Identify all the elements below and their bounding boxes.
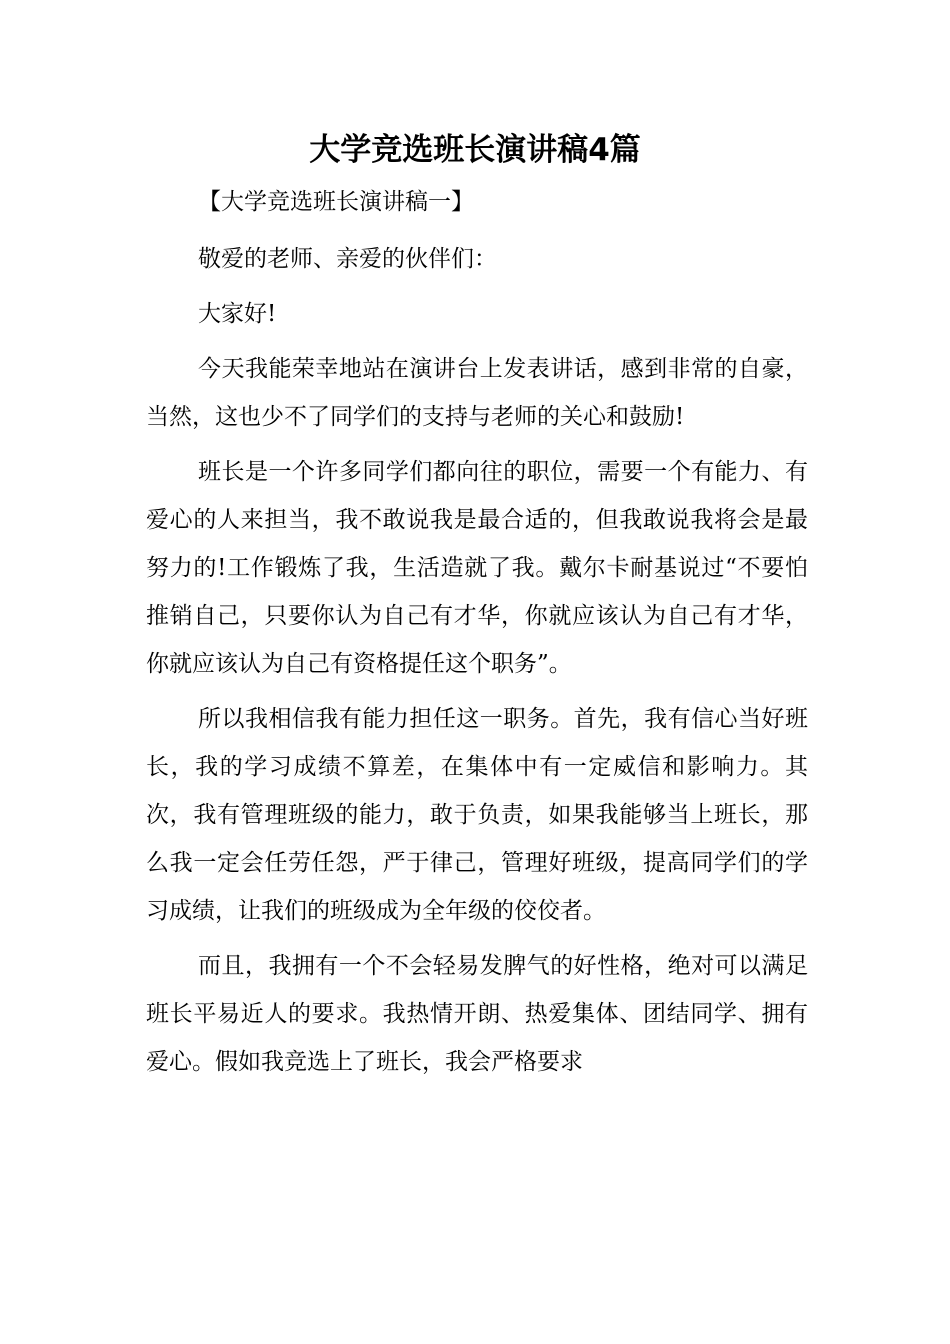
salutation-paragraph: 敬爱的老师、亲爱的伙伴们： xyxy=(198,246,497,272)
greeting-paragraph: 大家好! xyxy=(198,301,277,327)
document-body xyxy=(146,178,808,1093)
body-paragraph: 班长是一个许多同学们都向往的职位，需要一个有能力、有爱心的人来担当，我不敢说我是最合适的，但我敢说我将会是最努力的!工作锻炼了我，生活造就了我。戴尔卡耐基说过“不要怕推销自己，只要你认为自己有才华，你就应该认为自己有才华，你就应该认为自己有资格提任这个职务”。 xyxy=(146,459,808,677)
body-paragraph: 所以我相信我有能力担任这一职务。首先，我有信心当好班长，我的学习成绩不算差，在集体中有一定威信和影响力。其次，我有管理班级的能力，敢于负责，如果我能够当上班长，那么我一定会任劳任怨，严于律己，管理好班级，提高同学们的学习成绩，让我们的班级成为全年级的佼佼者。 xyxy=(146,706,808,924)
body-paragraph: 今天我能荣幸地站在演讲台上发表讲话，感到非常的自豪，当然，这也少不了同学们的支持与老师的关心和鼓励! xyxy=(146,356,808,430)
document-title: 大学竞选班长演讲稿4篇 xyxy=(309,132,641,168)
section-heading: 【大学竞选班长演讲稿一】 xyxy=(198,189,474,215)
body-paragraph: 而且，我拥有一个不会轻易发脾气的好性格，绝对可以满足班长平易近人的要求。我热情开朗、热爱集体、团结同学、拥有爱心。假如我竞选上了班长，我会严格要求 xyxy=(146,953,808,1075)
